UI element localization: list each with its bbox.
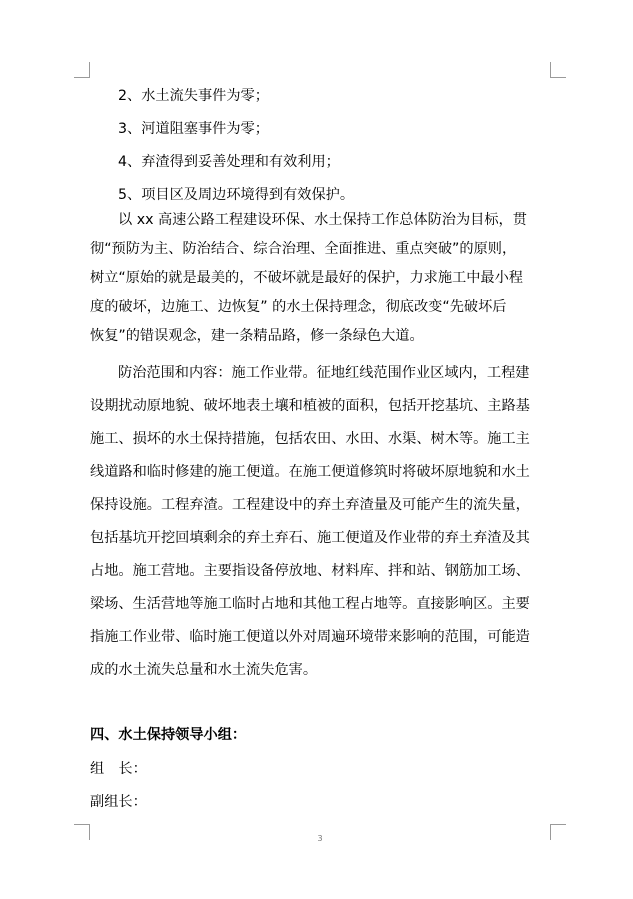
crop-mark-top-left — [74, 62, 90, 78]
crop-mark-bottom-left — [74, 824, 90, 840]
paragraph-line: 施工、损坏的水土保持措施，包括农田、水田、水渠、树木等。施工主 — [90, 431, 530, 447]
paragraph-line: 保持设施。工程弃渣。工程建设中的弃土弃渣量及可能产生的流失量， — [90, 497, 530, 513]
list-item: 3、河道阻塞事件为零； — [118, 121, 269, 137]
crop-mark-top-right — [550, 62, 566, 78]
list-item: 2、水土流失事件为零； — [118, 88, 269, 104]
paragraph-line: 线道路和临时修建的施工便道。在施工便道修筑时将破坏原地貌和水土 — [90, 464, 530, 480]
paragraph-line: 占地。施工营地。主要指设备停放地、材料库、拌和站、钢筋加工场、 — [90, 563, 530, 579]
paragraph-line: 以 xx 高速公路工程建设环保、水土保持工作总体防治为目标，贯 — [118, 212, 527, 228]
paragraph-line: 恢复”的错误观念，建一条精品路，修一条绿色大道。 — [90, 328, 424, 344]
paragraph-line: 成的水土流失总量和水土流失危害。 — [90, 662, 318, 678]
paragraph-line: 指施工作业带、临时施工便道以外对周遍环境带来影响的范围，可能造 — [90, 629, 530, 645]
crop-mark-bottom-right — [550, 824, 566, 840]
paragraph-line: 梁场、生活营地等施工临时占地和其他工程占地等。直接影响区。主要 — [90, 596, 530, 612]
paragraph-line: 包括基坑开挖回填剩余的弃土弃石、施工便道及作业带的弃土弃渣及其 — [90, 530, 530, 546]
deputy-leader-label: 副组长： — [90, 794, 147, 810]
leader-label: 组 长： — [90, 761, 147, 777]
paragraph-line: 树立“原始的就是最美的，不破坏就是最好的保护，力求施工中最小程 — [90, 270, 523, 286]
paragraph-line: 防治范围和内容：施工作业带。征地红线范围作业区域内，工程建 — [118, 365, 530, 381]
paragraph-line: 彻“预防为主、防治结合、综合治理、全面推进、重点突破”的原则， — [90, 241, 517, 257]
list-item: 5、项目区及周边环境得到有效保护。 — [118, 187, 355, 203]
list-item: 4、弃渣得到妥善处理和有效利用； — [118, 154, 340, 170]
page-number: 3 — [317, 834, 323, 843]
paragraph-line: 度的破坏，边施工、边恢复” 的水土保持理念，彻底改变“先破坏后 — [90, 299, 507, 315]
section-heading: 四、水土保持领导小组： — [90, 727, 247, 743]
paragraph-line: 设期扰动原地貌、破坏地表土壤和植被的面积，包括开挖基坑、主路基 — [90, 398, 530, 414]
